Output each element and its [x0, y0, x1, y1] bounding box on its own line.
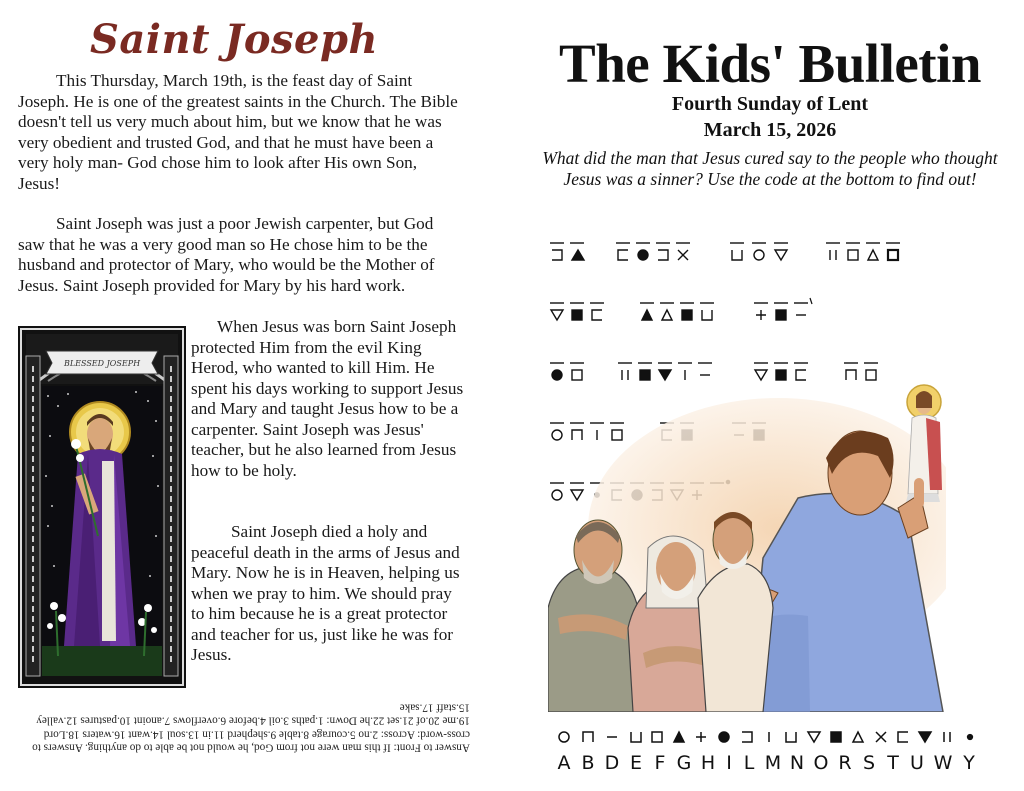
paragraph-holy-death: Saint Joseph died a holy and peaceful death in the arms of Jesus and Mary. Now he is in Heaven, helping us when we pray to him. We should pray to him because he is a great protector and teacher for us, just like he was for Jesus. — [191, 522, 460, 664]
code-letter: R — [838, 752, 852, 774]
code-letter: I — [726, 752, 732, 774]
code-letter: M — [764, 752, 782, 774]
code-letter: W — [933, 752, 953, 774]
code-letter: A — [557, 752, 571, 774]
puzzle-row-2 — [550, 298, 812, 320]
code-letter: Y — [963, 752, 975, 774]
code-letter: T — [887, 752, 899, 774]
code-letter: B — [581, 752, 595, 774]
paragraph-protector: When Jesus was born Saint Joseph protected Him from the evil King Herod, who wanted to kill Him. He spent his days working to support Jesus and Mary and taught Jesus how to be a carpenter. Saint Joseph was Jesus' teacher, but he also learned from Jesus how to be holy. — [191, 317, 464, 480]
code-key-symbols — [548, 725, 986, 747]
code-letter: S — [862, 752, 876, 774]
code-key-letters — [548, 752, 986, 778]
code-letter: O — [813, 752, 829, 774]
bulletin-subtitle-sunday: Fourth Sunday of Lent — [671, 93, 869, 115]
bulletin-subtitle-date: March 15, 2026 — [703, 119, 837, 141]
code-letter: H — [700, 752, 716, 774]
puzzle-question: What did the man that Jesus cured say to the people who thought Jesus was a sinner? Use the code at the bottom to find out! — [542, 148, 998, 189]
puzzle-row-1 — [550, 243, 900, 260]
code-letter: E — [629, 752, 642, 774]
bulletin-title: The Kids' Bulletin — [559, 33, 981, 94]
code-letter: F — [654, 752, 666, 774]
code-letter: D — [604, 752, 620, 774]
code-letter: U — [910, 752, 924, 774]
answer-key-upside-down: Answer to Front: If this man were not from God, he would not be able to do anything. Answers to cross-word: Across: 2.no 5.courage 8.table 9.shepherd 11.in 13.soul 14.want 16.waters 18.Lord 19.me 20.of 21.set 22.he Down: 1.paths 3.oil 4.before 6.overflows 7.anoint 10.pastures 12.valley 15.staff 17.sake — [32, 701, 470, 754]
paragraph-carpenter: Saint Joseph was just a poor Jewish carpenter, but God saw that he was a very good man so He chose him to be the husband and protector of Mary, who would be the Mother of Jesus. Saint Joseph provided for Mary by his hard work. — [18, 214, 435, 295]
code-letter: L — [743, 752, 755, 774]
left-page-title: Saint Joseph — [89, 16, 379, 63]
saint-joseph-stained-glass-image — [18, 326, 186, 688]
code-letter: G — [676, 752, 692, 774]
paragraph-feast-day: This Thursday, March 19th, is the feast day of Saint Joseph. He is one of the greatest saints in the Church. The Bible doesn't tell us very much about him, but we know that he was very obedient and trusted God, and that he must have been a very holy man- God chose him to look after His own Son, Jesus! — [18, 71, 458, 193]
banner-text-image: BLESSED JOSEPH — [63, 359, 141, 368]
code-letter: N — [789, 752, 805, 774]
pharisee-figures — [548, 512, 773, 712]
jesus-and-pharisees-illustration — [548, 378, 946, 712]
